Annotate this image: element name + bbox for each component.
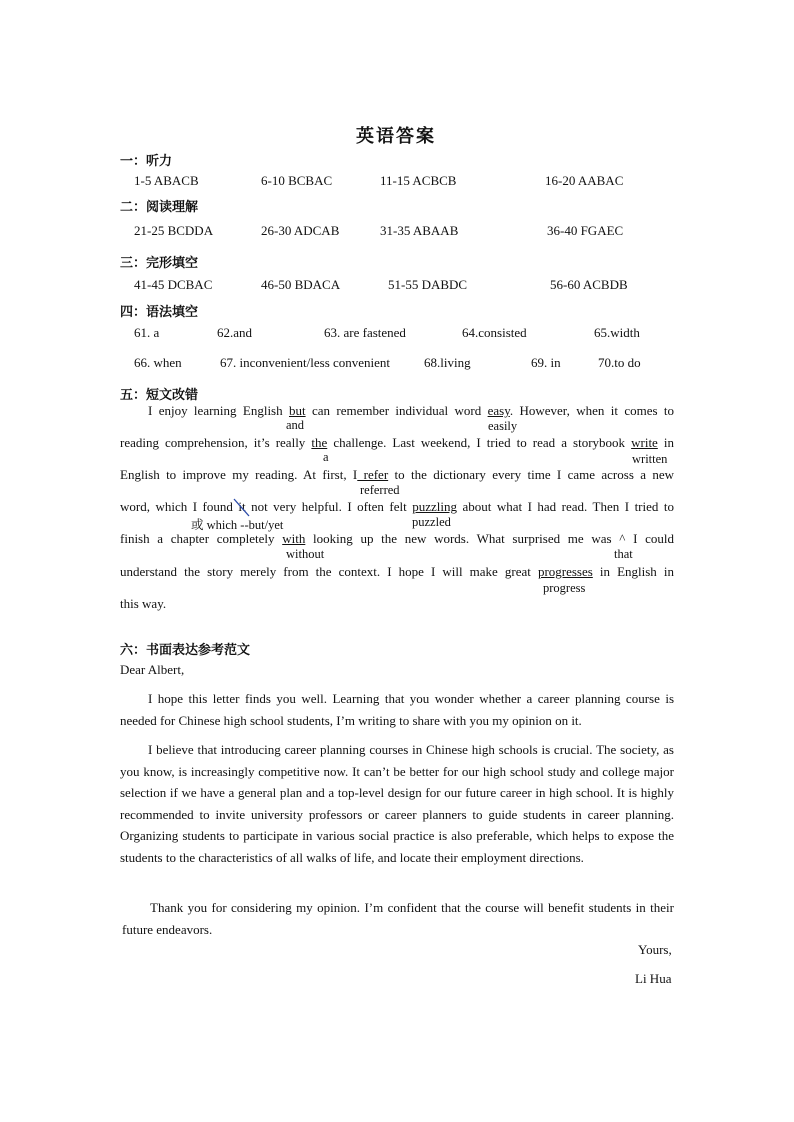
error-word: progresses [537,564,593,579]
section-heading-grammar: 四：语法填空 [120,305,199,320]
answer-group: 36-40 FGAEC [547,223,624,238]
correction-line-7: this way. [120,596,167,611]
letter-paragraph-2: I believe that introducing career planning courses in Chinese high schools is crucial. The society, as you know, is increasingly competitive now. It can’t be better for our high school study and college major selection if we have a general plan and a top-level design for our future career in high school. It is highly recommended to invite university professors or career planners to guide students in career planning. Organizing students to participate in various social practice is also preferable, which helps to expose the students to the characteristics of all walks of life, and locate their employment directions. [120,742,674,865]
answer-group: 16-20 AABAC [545,173,624,188]
correction-note: 或 which --but/yet [191,518,284,532]
error-word: write [631,435,658,450]
grammar-answer: 65.width [594,325,640,340]
answer-group: 6-10 BCBAC [261,173,333,188]
error-word: refer [357,467,389,482]
error-word: puzzling [412,499,457,514]
error-word: but [288,403,306,418]
correction-note: puzzled [412,515,451,529]
correction-note: referred [360,483,400,497]
section-heading-cloze: 三：完形填空 [120,256,199,271]
answer-group: 46-50 BDACA [261,277,341,292]
section-heading-listening: 一：听力 [120,154,173,169]
grammar-answer: 69. in [531,355,561,370]
correction-note: without [286,547,325,561]
grammar-answer: 63. are fastened [324,325,406,340]
correction-note: written [632,452,668,466]
grammar-answer: 61. a [134,325,160,340]
letter-closing: Yours, [638,942,672,957]
error-word: the [311,435,328,450]
grammar-answer: 70.to do [598,355,641,370]
correction-line-1: I enjoy learning English but can remember individual word easy. However, when it comes to [148,403,674,418]
correction-note: that [614,547,633,561]
letter-paragraph-1: I hope this letter finds you well. Learning that you wonder whether a career planning course is needed for Chinese high school students, I’m writing to share with you my opinion on it. [120,691,674,728]
grammar-answer: 68.living [424,355,471,370]
answer-group: 31-35 ABAAB [380,223,459,238]
answer-group: 21-25 BCDDA [134,223,214,238]
grammar-answer: 62.and [217,325,253,340]
correction-note: easily [488,419,518,433]
correction-note: and [286,418,305,432]
grammar-answer: 64.consisted [462,325,527,340]
letter-signature: Li Hua [635,971,672,986]
section-heading-reading: 二：阅读理解 [120,200,199,215]
answer-group: 56-60 ACBDB [550,277,628,292]
answer-group: 11-15 ACBCB [380,173,457,188]
section-heading-writing: 六：书面表达参考范文 [120,643,251,658]
answer-group: 41-45 DCBAC [134,277,213,292]
section-heading-error-correction: 五：短文改错 [120,388,199,403]
correction-line-5: finish a chapter completely with looking up the new words. What surprised me was ^ I could [120,531,675,546]
answer-group: 1-5 ABACB [134,173,199,188]
correction-line-6: understand the story merely from the context. I hope I will make great progresses in English in [120,564,674,579]
correction-line-3: English to improve my reading. At first, I refer to the dictionary every time I came across a new [120,467,675,482]
letter-paragraph-3: Thank you for considering my opinion. I’m confident that the course will benefit students in their future endeavors. [122,900,674,937]
grammar-answer: 66. when [134,355,182,370]
answer-group: 51-55 DABDC [388,277,468,292]
error-word: easy [487,403,510,418]
correction-note: progress [543,581,586,595]
correction-line-4: word, which I found it not very helpful. I often felt puzzling about what I had read. Then I tried to [120,499,674,514]
letter-salutation: Dear Albert, [120,662,185,677]
grammar-answer: 67. inconvenient/less convenient [220,355,391,370]
error-word: with [282,531,306,546]
correction-line-2: reading comprehension, it’s really the challenge. Last weekend, I tried to read a storybook write in [120,435,674,450]
correction-note: a [323,450,329,464]
page-title: 英语答案 [356,126,436,147]
answer-group: 26-30 ADCAB [261,223,340,238]
